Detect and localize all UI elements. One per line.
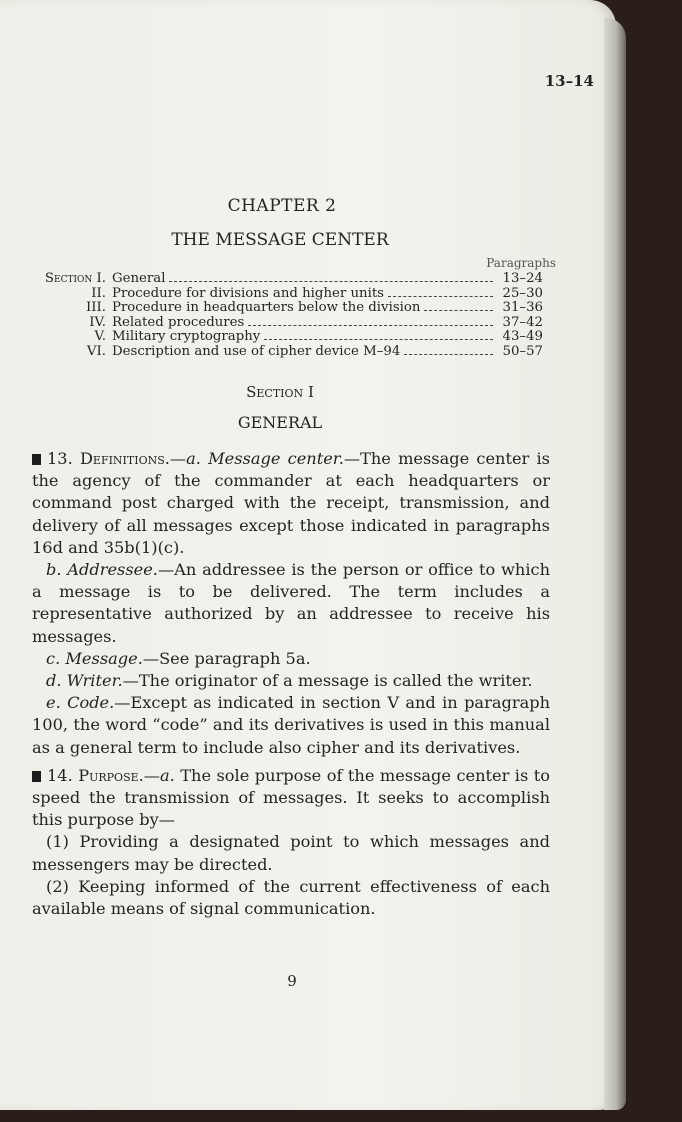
- paragraph-13b: [32, 559, 550, 648]
- toc-title: Procedure in headquarters below the division: [112, 300, 421, 316]
- toc-label: III.: [86, 300, 106, 316]
- term: e. Code.: [46, 693, 115, 713]
- definition-text: —The originator of a message is called the writer.: [122, 671, 533, 691]
- toc-label: Section I.: [44, 271, 106, 286]
- page-edge: [604, 18, 626, 1110]
- definition-text: —See paragraph 5a.: [142, 648, 311, 668]
- toc-title: Description and use of cipher device M–94: [112, 343, 401, 359]
- toc-ref: 37–42: [502, 314, 543, 330]
- paragraph-marker-icon: [32, 771, 41, 782]
- section-heading: Section I: [246, 383, 314, 401]
- toc-title: Related procedures: [112, 314, 245, 330]
- toc-title: Military cryptography: [112, 329, 261, 345]
- toc-label: V.: [94, 329, 106, 345]
- subparagraph-letter: —a.: [143, 765, 175, 785]
- toc-title: Procedure for divisions and higher units: [112, 285, 385, 301]
- definition-text: —An addressee is the person or office to which a message is to be delivered. The term includes a representative authorized by an addressee to receive his messages.: [32, 560, 551, 646]
- paragraph-number: 14.: [47, 765, 73, 785]
- paragraph-13d: [32, 670, 550, 692]
- paragraph-number: 13.: [47, 449, 73, 468]
- toc-ref: 13–24: [502, 271, 543, 286]
- table-of-contents: [18, 272, 543, 360]
- chapter-title: THE MESSAGE CENTER: [171, 230, 389, 250]
- term: Message center.: [208, 449, 344, 468]
- toc-row: [18, 272, 543, 287]
- term: d. Writer.: [46, 671, 123, 691]
- section-title: GENERAL: [237, 413, 323, 432]
- paragraph-heading: Definitions.: [79, 449, 170, 468]
- definition-text: —The message center is the agency of the commander at each headquarters or command post charged with the receipt, transmission, and delivery of all messages except those indicated in paragraphs 16d and 35b(1)(c).: [32, 449, 550, 557]
- subparagraph-letter: —a.: [169, 449, 201, 468]
- toc-label: VI.: [86, 343, 106, 359]
- paragraph-marker-icon: [32, 454, 41, 465]
- toc-leader: [248, 324, 493, 326]
- toc-leader: [424, 309, 493, 311]
- toc-ref: 43–49: [502, 329, 543, 345]
- paragraph-14-item-2: (2) Keeping informed of the current effectiveness of each available means of signal communication.: [32, 876, 550, 919]
- toc-row: [18, 316, 543, 331]
- term: b. Addressee.: [46, 560, 158, 580]
- toc-ref: 25–30: [502, 285, 543, 301]
- toc-label: II.: [91, 285, 106, 301]
- toc-title: General: [112, 271, 166, 286]
- toc-leader: [388, 295, 493, 297]
- toc-leader: [169, 280, 493, 282]
- toc-row: [18, 301, 543, 316]
- paragraph-13e: [32, 692, 550, 759]
- toc-row: [18, 345, 543, 360]
- paragraph-13a: [32, 448, 550, 559]
- folio-paragraph-range: 13–14: [544, 72, 594, 90]
- paragraph-14-item-1: (1) Providing a designated point to which messages and messengers may be directed.: [32, 832, 550, 874]
- definition-text: —Except as indicated in section V and in paragraph 100, the word “code” and its derivatives is used in this manual as a general term to include also cipher and its derivatives.: [32, 693, 551, 757]
- paragraph-heading: Purpose.: [78, 765, 144, 785]
- term: c. Message.: [46, 648, 143, 668]
- toc-row: [18, 330, 543, 345]
- paragraph-text: The sole purpose of the message center is to speed the transmission of messages. It seeks to accomplish this purpose by—: [32, 765, 550, 830]
- paragraph-14a: [32, 765, 550, 832]
- paragraph-13c: [32, 648, 550, 670]
- toc-ref: 31–36: [502, 300, 543, 316]
- toc-label: IV.: [89, 314, 106, 330]
- toc-row: [18, 287, 543, 302]
- page-number: 9: [287, 972, 297, 990]
- paragraphs-heading: Paragraphs: [486, 256, 556, 270]
- toc-leader: [264, 338, 493, 340]
- toc-ref: 50–57: [502, 343, 543, 359]
- body-text: [32, 448, 550, 920]
- toc-leader: [404, 353, 493, 355]
- chapter-number: CHAPTER 2: [227, 196, 337, 216]
